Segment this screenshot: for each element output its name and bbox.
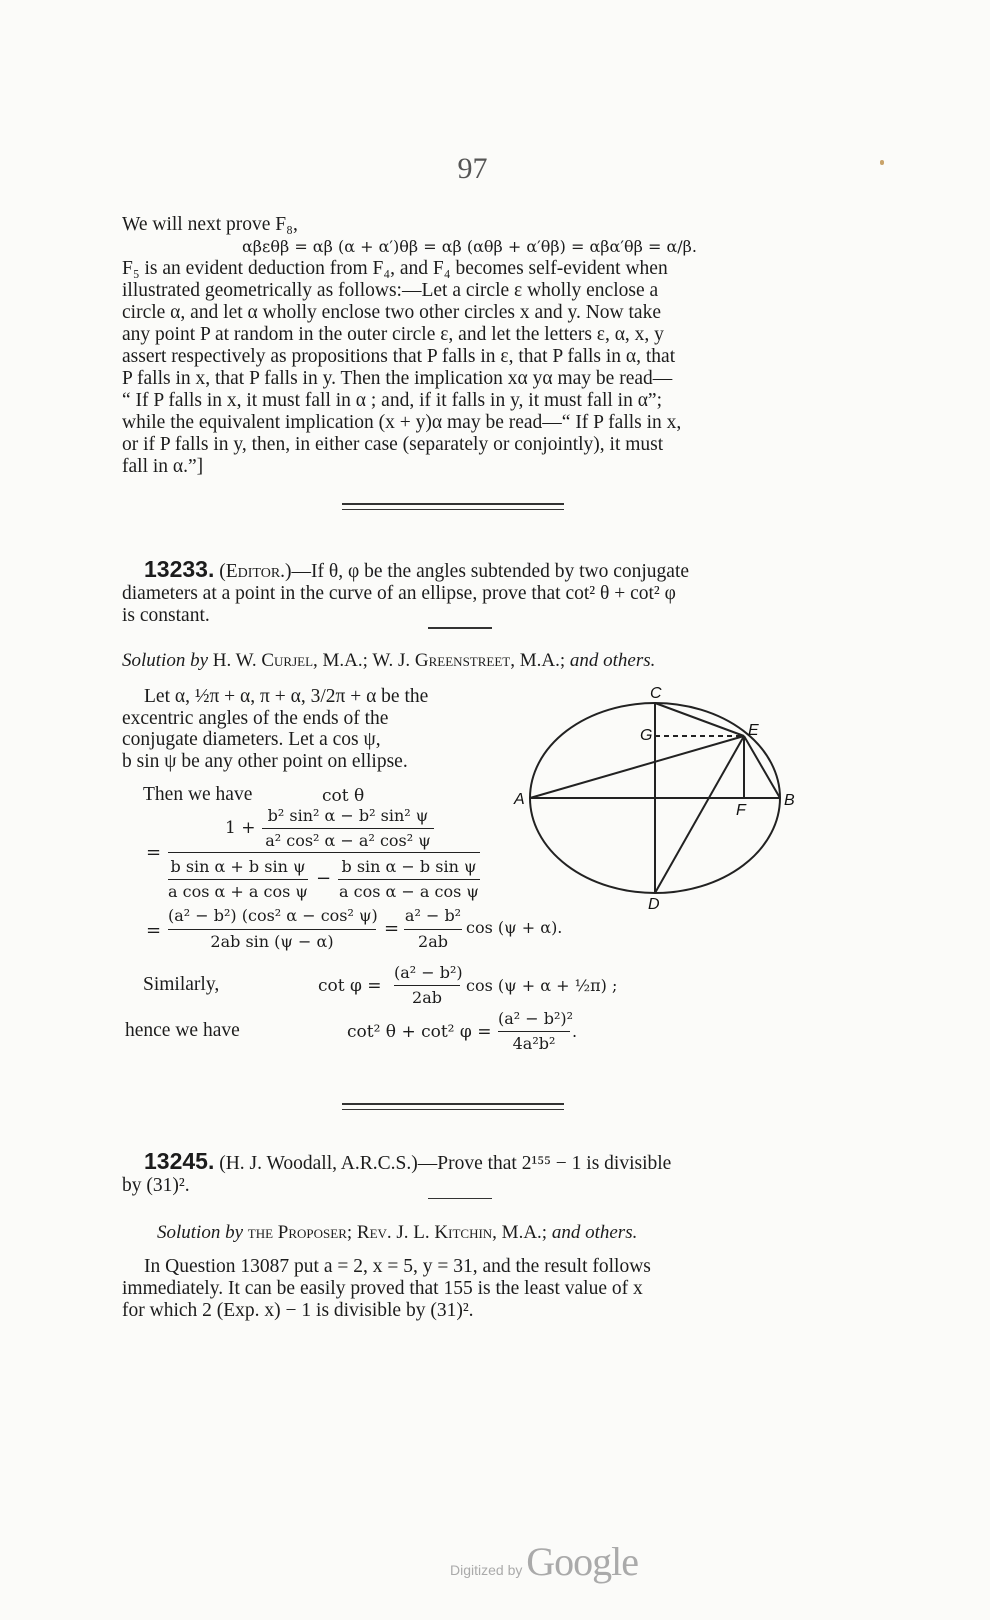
solution-suffix: and others. bbox=[569, 650, 656, 671]
text-line: circle α, and let α wholly enclose two other circles x and y. Now take bbox=[122, 302, 661, 323]
label-A: A bbox=[514, 791, 525, 808]
fraction-denominator: a cos α + a cos ψ bbox=[168, 882, 308, 901]
cot-theta: cot θ bbox=[322, 786, 365, 806]
period: . bbox=[572, 1022, 578, 1041]
label-D: D bbox=[648, 896, 660, 910]
label-E: E bbox=[748, 722, 759, 739]
fraction-numerator: b sin α − b sin ψ bbox=[341, 857, 477, 876]
text-line: assert respectively as propositions that P falls in ε, that P falls in α, that bbox=[122, 346, 676, 367]
one-plus: 1 + bbox=[225, 818, 256, 838]
main-fraction-bar bbox=[168, 852, 480, 853]
similarly-label: Similarly, bbox=[143, 974, 220, 995]
question-text: diameters at a point in the curve of an ellipse, prove that cot² θ + cot² φ bbox=[122, 583, 676, 604]
question-13245 bbox=[122, 1150, 827, 1197]
equals-sign: = bbox=[384, 918, 400, 939]
text-line: P falls in x, that P falls in y. Then the implication xα yα may be read— bbox=[122, 368, 673, 389]
cot-sum: cot² θ + cot² φ = bbox=[347, 1022, 492, 1042]
label-F: F bbox=[736, 802, 746, 819]
chord-AE bbox=[530, 736, 744, 798]
text-line: immediately. It can be easily proved that 155 is the least value of x bbox=[122, 1278, 643, 1299]
hence-label: hence we have bbox=[125, 1020, 240, 1041]
question-number: 13233. bbox=[144, 556, 215, 582]
short-rule bbox=[428, 1198, 492, 1199]
fraction-numerator: b² sin² α − b² sin² ψ bbox=[267, 806, 429, 825]
solution-prefix: Solution by bbox=[122, 650, 209, 671]
cos-term: cos (ψ + α + ½π) ; bbox=[466, 976, 618, 995]
google-logo: Google bbox=[526, 1539, 639, 1584]
section-divider bbox=[342, 1103, 564, 1105]
cos-term: cos (ψ + α). bbox=[466, 918, 563, 937]
text-line: Let α, ½π + α, π + α, 3/2π + α be the bbox=[144, 686, 429, 707]
question-author: (Editor.) bbox=[219, 561, 292, 582]
fraction-denominator: a² cos² α − a² cos² ψ bbox=[265, 831, 431, 850]
digitized-label: Digitized by bbox=[450, 1562, 523, 1578]
text-line: while the equivalent implication (x + y)α may be read—“ If P falls in x, bbox=[122, 412, 682, 433]
fraction-bar bbox=[498, 1031, 570, 1032]
label-B: B bbox=[784, 792, 795, 809]
text-line: any point P at random in the outer circle ε, and let the letters ε, α, x, y bbox=[122, 324, 664, 345]
section-divider bbox=[342, 509, 564, 510]
question-number: 13245. bbox=[144, 1148, 215, 1174]
text-line: conjugate diameters. Let a cos ψ, bbox=[122, 729, 381, 750]
text-line: F₅ is an evident deduction from F₄, and F₄ becomes self-evident when bbox=[122, 258, 668, 279]
question-text: is constant. bbox=[122, 605, 210, 626]
solution-prefix: Solution by bbox=[157, 1222, 244, 1243]
section-divider bbox=[342, 503, 564, 505]
fraction-denominator: a cos α − a cos ψ bbox=[339, 882, 479, 901]
chord-DE bbox=[655, 736, 744, 893]
fraction-bar bbox=[262, 828, 434, 829]
section-continuation bbox=[122, 214, 827, 478]
fraction-numerator: (a² − b²) bbox=[394, 963, 463, 982]
solution-paragraph bbox=[122, 1256, 827, 1322]
question-13233 bbox=[122, 558, 827, 627]
fraction-numerator: a² − b² bbox=[404, 906, 462, 925]
fraction-bar bbox=[168, 929, 376, 930]
intro-line: We will next prove F₈, bbox=[122, 214, 298, 235]
solution-suffix: and others. bbox=[551, 1222, 638, 1243]
text-line: excentric angles of the ends of the bbox=[122, 707, 389, 729]
text-line: fall in α.”] bbox=[122, 456, 204, 477]
then-we-have: Then we have bbox=[143, 784, 253, 805]
fraction-denominator: 2ab bbox=[412, 988, 442, 1007]
chord-CE bbox=[655, 703, 744, 736]
fraction-numerator: (a² − b²)² bbox=[498, 1009, 574, 1028]
text-line: illustrated geometrically as follows:—Let a circle ε wholly enclose a bbox=[122, 280, 659, 301]
text-line: “ If P falls in x, it must fall in α ; and, if it falls in y, it must fall in α”; bbox=[122, 390, 663, 411]
label-G: G bbox=[640, 727, 653, 744]
text-line: for which 2 (Exp. x) − 1 is divisible by (31)². bbox=[122, 1300, 474, 1321]
question-text: by (31)². bbox=[122, 1175, 190, 1196]
minus-sign: − bbox=[316, 868, 332, 889]
fraction-denominator: 2ab bbox=[418, 932, 448, 951]
question-text: —If θ, φ be the angles subtended by two conjugate bbox=[291, 561, 690, 582]
fraction-numerator: (a² − b²) (cos² α − cos² ψ) bbox=[168, 906, 378, 925]
fraction-bar bbox=[168, 879, 308, 880]
text-line: b sin ψ be any other point on ellipse. bbox=[122, 750, 408, 772]
equals-sign: = bbox=[146, 842, 162, 863]
ellipse-diagram bbox=[500, 680, 820, 910]
equation-f8: αβεθβ = αβ (α + α′)θβ = αβ (αθβ + α′θβ) = αβα′θβ = α/β. bbox=[242, 237, 697, 256]
fraction-denominator: 2ab sin (ψ − α) bbox=[210, 932, 334, 951]
fraction-bar bbox=[404, 929, 462, 930]
solution-paragraph bbox=[122, 686, 482, 772]
solvers: H. W. Curjel, M.A.; W. J. Greenstreet, M.A.; bbox=[212, 650, 566, 671]
solvers: the Proposer; Rev. J. L. Kitchin, M.A.; bbox=[247, 1222, 548, 1243]
text-line: or if P falls in y, then, in either case (separately or conjointly), it must bbox=[122, 434, 664, 455]
label-C: C bbox=[650, 685, 662, 702]
section-divider bbox=[342, 1109, 564, 1110]
fraction-bar bbox=[394, 985, 460, 986]
fraction-numerator: b sin α + b sin ψ bbox=[170, 857, 306, 876]
question-text: (H. J. Woodall, A.R.C.S.)—Prove that 2¹⁵⁵ − 1 is divisible bbox=[219, 1153, 672, 1174]
paper-speck bbox=[880, 160, 884, 165]
cot-phi: cot φ = bbox=[318, 976, 382, 996]
page-number: 97 bbox=[457, 152, 488, 185]
text-line: In Question 13087 put a = 2, x = 5, y = 31, and the result follows bbox=[144, 1256, 651, 1277]
solution-heading bbox=[122, 650, 655, 672]
solution-heading bbox=[157, 1222, 637, 1244]
short-rule bbox=[428, 627, 492, 629]
fraction-bar bbox=[338, 879, 480, 880]
chord-BE bbox=[744, 736, 780, 798]
fraction-denominator: 4a²b² bbox=[512, 1034, 556, 1053]
digitized-watermark bbox=[450, 1538, 638, 1585]
equals-sign: = bbox=[146, 920, 162, 941]
